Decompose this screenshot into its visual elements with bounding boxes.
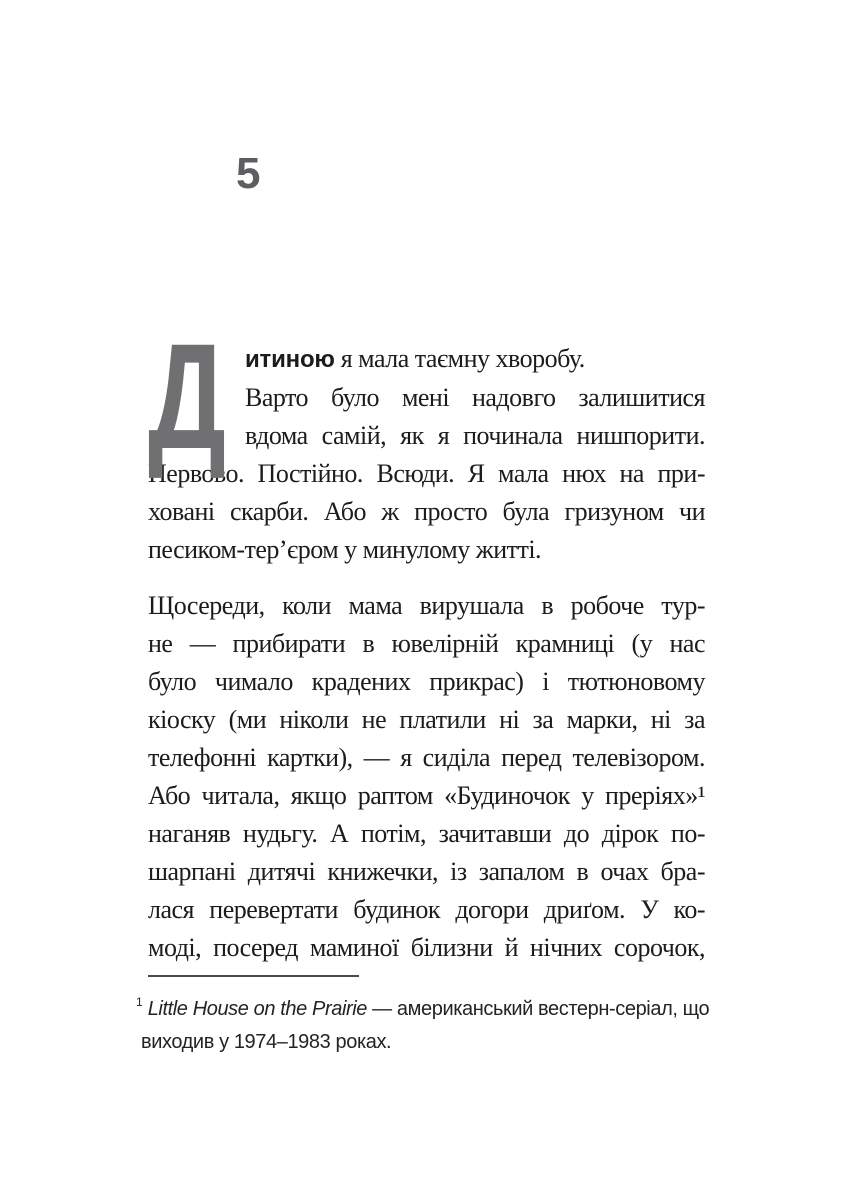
drop-cap (148, 312, 245, 480)
lead-bold-word: итиною (245, 346, 335, 373)
text-line: було чимало крадених прикрас) і тютюновому (148, 667, 705, 696)
text-line: телефонні картки), — я сиділа перед телевізором. (148, 743, 705, 772)
text-line: лася перевертати будинок догори дриґом. У ко- (148, 895, 705, 924)
text-line: Нервово. Постійно. Всюди. Я мала нюх на при- (148, 459, 705, 488)
paragraph-2 (148, 587, 705, 967)
paragraph-1 (148, 312, 705, 569)
text-line: песиком-тер’єром у минулому житті. (148, 535, 542, 564)
text-line: Варто було мені надовго залишитися (245, 383, 705, 412)
footnote-line-2: виходив у 1974–1983 роках. (141, 1031, 392, 1053)
chapter-number: 5 (236, 149, 261, 198)
text-line: не — прибирати в ювелірній крамниці (у нас (148, 629, 705, 658)
body-text (148, 312, 705, 967)
drop-cap-letter: Д (148, 312, 226, 480)
footnote-series-title: Little House on the Prairie (147, 998, 368, 1020)
footnote-text (136, 986, 716, 1059)
footnote-marker: 1 (136, 995, 143, 1009)
footnote-separator-rule (148, 975, 359, 977)
text-line: шарпані дитячі книжечки, із запалом в очах бра- (148, 857, 705, 886)
footnote (136, 975, 716, 1059)
footnote-line-1 (136, 986, 716, 1026)
text-line: наганяв нудьгу. А потім, зачитавши до дірок по- (148, 819, 705, 848)
text-line: ховані скарби. Або ж просто була гризуном чи (148, 497, 705, 526)
text-line-rest: я мала таємну хворобу. (334, 344, 585, 373)
text-line: Щосереди, коли мама вирушала в робоче тур- (148, 591, 705, 620)
text-line: моді, посеред маминої білизни й нічних сорочок, (148, 933, 705, 962)
footnote-line-1-rest: — американський вестерн-серіал, що (367, 998, 710, 1020)
text-line-with-footnote-ref: Або читала, якщо раптом «Будиночок у преріях»¹ (148, 781, 705, 810)
text-line: вдома самій, як я починала нишпорити. (245, 421, 705, 450)
text-line: кіоску (ми ніколи не платили ні за марки, ні за (148, 705, 705, 734)
